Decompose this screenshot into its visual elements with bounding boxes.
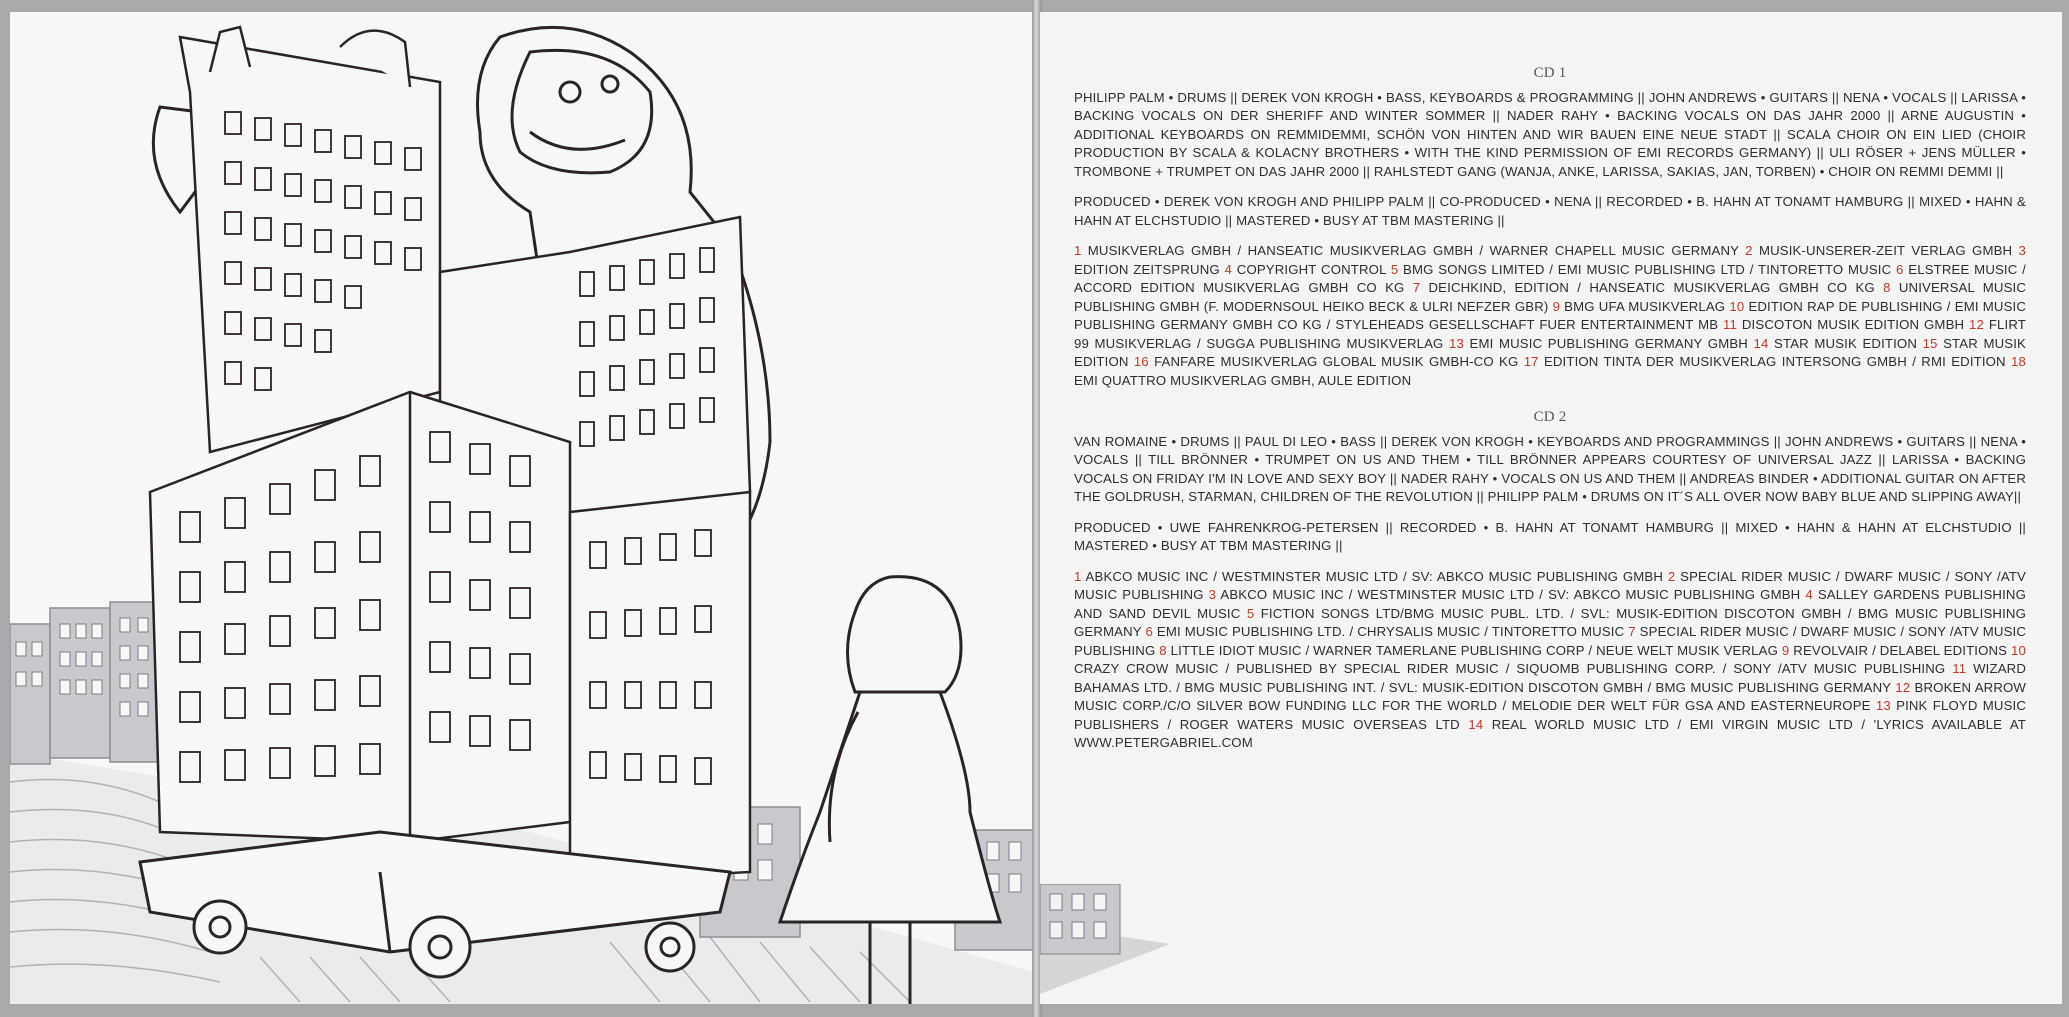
- publishing-entry: FANFARE MUSIKVERLAG GLOBAL MUSIK GMBH-CO KG: [1148, 354, 1524, 369]
- street-strip: [1040, 884, 2062, 1004]
- publishing-entry: SPECIAL RIDER MUSIC / DWARF MUSIC / SONY /ATV MUSIC PUBLISHING: [1074, 624, 2027, 658]
- publishing-number: 8: [1159, 642, 1167, 658]
- publishing-number: 1: [1074, 243, 1082, 258]
- publishing-number: 7: [1628, 624, 1636, 639]
- publishing-entry: MUSIK-UNSERER-ZEIT VERLAG GMBH: [1752, 243, 2019, 258]
- publishing-number: 12: [1895, 679, 1911, 695]
- publishing-number: 10: [1729, 298, 1745, 314]
- publishing-entry: REVOLVAIR / DELABEL EDITIONS: [1789, 642, 2012, 658]
- publishing-number: 16: [1133, 354, 1149, 369]
- publishing-entry: EMI MUSIC PUBLISHING LTD. / CHRYSALIS MUSIC / TINTORETTO MUSIC: [1152, 624, 1629, 639]
- publishing-number: 12: [1969, 317, 1984, 332]
- gorilla-city-illustration: [10, 12, 1035, 1004]
- publishing-entry: UNIVERSAL MUSIC PUBLISHING GMBH (F. MODERNSOUL HEIKO BECK & ULRI NEFZER GBR): [1074, 280, 2027, 314]
- credits-text: [1074, 64, 2026, 765]
- publishing-number: 3: [2018, 243, 2026, 258]
- publishing-number: 11: [1723, 317, 1738, 332]
- cd1-musicians: PHILIPP PALM • DRUMS || DEREK VON KROGH • BASS, KEYBOARDS & PROGRAMMING || JOHN ANDREWS • GUITARS || NENA • VOCALS || LARISSA • BACKING VOCALS ON DER SHERIFF AND WINTER SOMMER || NADER RAHY • BACKING VOCALS ON DAS JAHR 2000 || ARNE AUGUSTIN • ADDITIONAL KEYBOARDS ON REMMIDEMMI, SCHÖN VON HINTEN AND WIR BAUEN EINE NEUE STADT || SCALA CHOIR ON EIN LIED (CHOIR PRODUCTION BY SCALA & KOLACNY BROTHERS • WITH THE KIND PERMISSION OF EMI RECORDS GERMANY) || ULI RÖSER + JENS MÜLLER • TROMBONE + TRUMPET ON DAS JAHR 2000 || RAHLSTEDT GANG (WANJA, ANKE, LARISSA, SAKIAS, JAN, TORBEN) • CHOIR ON REMMI DEMMI ||: [1074, 89, 2026, 179]
- publishing-entry: DISCOTON MUSIK EDITION GMBH: [1737, 317, 1970, 332]
- publishing-entry: STAR MUSIK EDITION: [1074, 335, 2026, 369]
- cd1-production: PRODUCED • DEREK VON KROGH AND PHILIPP PALM || CO-PRODUCED • NENA || RECORDED • B. HAHN AT TONAMT HAMBURG || MIXED • HAHN & HAHN AT ELCHSTUDIO || MASTERED • BUSY AT TBM MASTERING ||: [1074, 194, 2026, 228]
- publishing-entry: WIZARD BAHAMAS LTD. / BMG MUSIC PUBLISHING INT. / SVL: MUSIK-EDITION DISCOTON GMBH / BMG MUSIC PUBLISHING GERMANY: [1074, 661, 2026, 695]
- publishing-entry: EMI QUATTRO MUSIKVERLAG GMBH, AULE EDITION: [1074, 372, 1412, 388]
- publishing-entry: PINK FLOYD MUSIC PUBLISHERS / ROGER WATERS MUSIC OVERSEAS LTD: [1074, 698, 2027, 732]
- publishing-entry: STAR MUSIK EDITION: [1768, 335, 1923, 351]
- publishing-number: 14: [1468, 716, 1484, 732]
- publishing-entry: ELSTREE MUSIC / ACCORD EDITION MUSIKVERLAG GMBH CO KG: [1074, 261, 2026, 295]
- publishing-number: 15: [1922, 335, 1938, 351]
- publishing-entry: EDITION ZEITSPRUNG: [1074, 261, 1225, 277]
- publishing-entry: COPYRIGHT CONTROL: [1232, 261, 1391, 277]
- publishing-number: 9: [1781, 642, 1790, 658]
- publishing-number: 8: [1883, 280, 1891, 295]
- publishing-entry: REAL WORLD MUSIC LTD / EMI VIRGIN MUSIC LTD / 'LYRICS AVAILABLE AT WWW.PETERGABRIEL.COM: [1074, 716, 2026, 750]
- publishing-number: 2: [1745, 243, 1753, 258]
- publishing-number: 3: [1208, 587, 1217, 602]
- cd2-musicians: VAN ROMAINE • DRUMS || PAUL DI LEO • BASS || DEREK VON KROGH • KEYBOARDS AND PROGRAMMINGS || JOHN ANDREWS • GUITARS || NENA • VOCALS || TILL BRÖNNER • TRUMPET ON US AND THEM • TILL BRÖNNER APPEARS COURTESY OF UNIVERSAL JAZZ || LARISSA • BACKING VOCALS ON FRIDAY I'M IN LOVE AND SEXY BOY || NADER RAHY • VOCALS ON US AND THEM || ANDREAS BINDER • ADDITIONAL GUITAR ON AFTER THE GOLDRUSH, STARMAN, CHILDREN OF THE REVOLUTION || PHILIPP PALM • DRUMS ON IT´S ALL OVER NOW BABY BLUE AND SLIPPING AWAY||: [1074, 433, 2026, 504]
- publishing-number: 13: [1449, 335, 1464, 351]
- cd2-production: PRODUCED • UWE FAHRENKROG-PETERSEN || RECORDED • B. HAHN AT TONAMT HAMBURG || MIXED • HAHN & HAHN AT ELCHSTUDIO || MASTERED • BUSY AT TBM MASTERING ||: [1074, 519, 2026, 553]
- publishing-entry: ABKCO MUSIC INC / WESTMINSTER MUSIC LTD / SV: ABKCO MUSIC PUBLISHING GMBH: [1081, 568, 1668, 584]
- publishing-entry: BROKEN ARROW MUSIC CORP./C/O SILVER BOW FUNDING LLC FOR THE WORLD / MELODIE DER WELT FÜR GSA AND EASTERNEUROPE: [1074, 679, 2026, 713]
- publishing-entry: FLIRT 99 MUSIKVERLAG / SUGGA PUBLISHING MUSIKVERLAG: [1074, 317, 2026, 351]
- publishing-number: 7: [1412, 280, 1421, 295]
- publishing-entry: FICTION SONGS LTD/BMG MUSIC PUBL. LTD. / SVL: MUSIK-EDITION DISCOTON GMBH / BMG MUSIC PUBLISHING GERMANY: [1074, 605, 2026, 639]
- cd1-publishing: [1074, 242, 2026, 390]
- publishing-entry: EDITION TINTA DER MUSIKVERLAG INTERSONG GMBH / RMI EDITION: [1538, 354, 2012, 369]
- publishing-entry: SALLEY GARDENS PUBLISHING AND SAND DEVIL MUSIC: [1074, 587, 2026, 621]
- publishing-number: 10: [2011, 642, 2026, 658]
- publishing-entry: DEICHKIND, EDITION / HANSEATIC MUSIKVERLAG GMBH CO KG: [1420, 280, 1884, 295]
- publishing-number: 17: [1523, 354, 1539, 369]
- illustration-page: [10, 12, 1035, 1004]
- publishing-entry: EDITION RAP DE PUBLISHING / EMI MUSIC PUBLISHING GERMANY GMBH CO KG / STYLEHEADS GESELLSCHAFT FUER ENTERTAINMENT MB: [1074, 298, 2027, 332]
- publishing-number: 1: [1074, 568, 1082, 584]
- publishing-entry: SPECIAL RIDER MUSIC / DWARF MUSIC / SONY /ATV MUSIC PUBLISHING: [1074, 568, 2026, 602]
- publishing-number: 6: [1896, 261, 1904, 277]
- publishing-entry: MUSIKVERLAG GMBH / HANSEATIC MUSIKVERLAG GMBH / WARNER CHAPELL MUSIC GERMANY: [1081, 243, 1746, 258]
- publishing-entry: BMG UFA MUSIKVERLAG: [1560, 298, 1730, 314]
- publishing-number: 14: [1753, 335, 1769, 351]
- publishing-entry: ABKCO MUSIC INC / WESTMINSTER MUSIC LTD / SV: ABKCO MUSIC PUBLISHING GMBH: [1216, 587, 1806, 602]
- publishing-number: 4: [1805, 587, 1813, 602]
- publishing-number: 18: [2011, 354, 2026, 369]
- publishing-number: 2: [1667, 568, 1676, 584]
- publishing-entry: BMG SONGS LIMITED / EMI MUSIC PUBLISHING LTD / TINTORETTO MUSIC: [1398, 261, 1897, 277]
- publishing-number: 9: [1552, 298, 1561, 314]
- cd1-heading: CD 1: [1533, 65, 1567, 81]
- cd2-publishing: [1074, 568, 2026, 753]
- publishing-number: 4: [1224, 261, 1233, 277]
- publishing-number: 5: [1246, 605, 1255, 621]
- publishing-entry: EMI MUSIC PUBLISHING GERMANY GMBH: [1463, 335, 1754, 351]
- publishing-number: 11: [1952, 661, 1967, 676]
- publishing-entry: LITTLE IDIOT MUSIC / WARNER TAMERLANE PUBLISHING CORP / NEUE WELT MUSIK VERLAG: [1166, 642, 1782, 658]
- publishing-number: 5: [1390, 261, 1399, 277]
- publishing-entry: CRAZY CROW MUSIC / PUBLISHED BY SPECIAL RIDER MUSIC / SIQUOMB PUBLISHING CORP. / SONY /ATV MUSIC PUBLISHING: [1074, 661, 1953, 676]
- publishing-number: 6: [1145, 624, 1153, 639]
- credits-page: [1040, 12, 2062, 1004]
- publishing-number: 13: [1875, 698, 1891, 713]
- cd2-heading: CD 2: [1533, 409, 1567, 425]
